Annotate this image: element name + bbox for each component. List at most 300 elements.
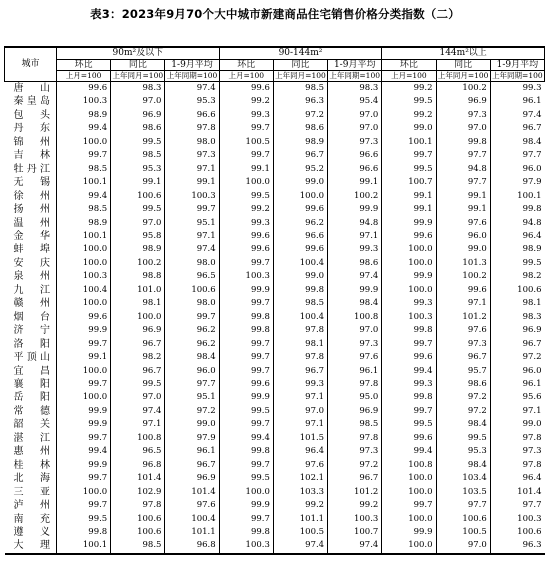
index-cell: 101.4 (111, 472, 165, 485)
index-cell: 99.4 (57, 445, 111, 458)
index-cell: 100.0 (111, 311, 165, 324)
index-cell: 99.5 (490, 257, 544, 270)
index-cell: 99.8 (273, 284, 327, 297)
index-cell: 100.5 (273, 526, 327, 539)
index-cell: 103.3 (273, 486, 327, 499)
index-cell: 100.2 (328, 190, 382, 203)
index-cell: 99.7 (219, 459, 273, 472)
index-cell: 97.0 (328, 324, 382, 337)
index-cell: 99.7 (219, 149, 273, 162)
index-cell: 99.1 (57, 351, 111, 364)
group-header-large: 144m²以上 (382, 47, 545, 60)
index-cell: 99.2 (219, 203, 273, 216)
base-header: 上年同期=100 (492, 71, 543, 80)
table-title: 表3：2023年9月70个大中城市新建商品住宅销售价格分类指数（二） (90, 7, 460, 21)
city-cell: 金 华 (13, 230, 50, 242)
index-cell: 99.2 (273, 499, 327, 512)
index-cell: 96.0 (436, 230, 490, 243)
index-cell: 99.7 (57, 338, 111, 351)
group-header-medium: 90-144m² (219, 47, 382, 60)
price-index-table (4, 46, 545, 555)
index-cell: 101.1 (273, 513, 327, 526)
index-cell: 102.1 (273, 472, 327, 485)
index-cell: 100.0 (382, 284, 436, 297)
index-cell: 95.8 (111, 230, 165, 243)
index-cell: 99.7 (219, 365, 273, 378)
index-cell: 100.3 (328, 513, 382, 526)
index-cell: 99.6 (273, 203, 327, 216)
table-row (5, 513, 545, 526)
index-cell: 98.4 (328, 297, 382, 310)
base-header: 上年同月=100 (275, 71, 326, 80)
index-cell: 98.6 (273, 122, 327, 135)
index-cell: 100.4 (273, 311, 327, 324)
index-cell: 102.9 (111, 486, 165, 499)
index-cell: 97.0 (111, 391, 165, 404)
index-cell: 100.5 (436, 526, 490, 539)
index-cell: 99.6 (273, 243, 327, 256)
index-cell: 99.7 (219, 297, 273, 310)
table-row (5, 163, 545, 176)
index-cell: 96.9 (111, 109, 165, 122)
index-cell: 97.1 (165, 163, 219, 176)
index-cell: 96.3 (273, 95, 327, 108)
index-cell: 103.5 (436, 486, 490, 499)
index-cell: 99.8 (219, 445, 273, 458)
index-cell: 101.4 (165, 486, 219, 499)
index-cell: 95.7 (436, 365, 490, 378)
index-cell: 96.7 (328, 472, 382, 485)
city-cell: 襄 阳 (13, 378, 50, 390)
index-cell: 98.0 (165, 257, 219, 270)
index-cell: 97.3 (490, 445, 544, 458)
index-cell: 99.5 (111, 136, 165, 149)
index-cell: 100.4 (165, 513, 219, 526)
index-cell: 97.4 (490, 109, 544, 122)
index-cell: 99.8 (219, 311, 273, 324)
index-cell: 99.7 (219, 418, 273, 431)
city-cell: 九 江 (13, 284, 50, 296)
index-cell: 97.8 (328, 378, 382, 391)
index-cell: 100.0 (57, 243, 111, 256)
index-cell: 100.3 (57, 270, 111, 283)
index-cell: 97.9 (490, 176, 544, 189)
index-cell: 98.4 (490, 136, 544, 149)
index-cell: 95.3 (165, 95, 219, 108)
table-row (5, 405, 545, 418)
index-cell: 96.1 (490, 95, 544, 108)
index-cell: 99.0 (382, 122, 436, 135)
index-cell: 100.0 (57, 391, 111, 404)
index-cell: 99.9 (57, 405, 111, 418)
index-cell: 98.0 (165, 136, 219, 149)
index-cell: 99.8 (382, 324, 436, 337)
index-cell: 100.0 (57, 257, 111, 270)
index-cell: 96.9 (490, 324, 544, 337)
table-row (5, 230, 545, 243)
table-row (5, 109, 545, 122)
city-cell: 牡丹江 (13, 163, 50, 175)
index-cell: 100.5 (219, 136, 273, 149)
index-cell: 96.6 (273, 230, 327, 243)
index-cell: 99.8 (436, 136, 490, 149)
base-header: 上年同月=100 (437, 71, 489, 80)
index-cell: 97.4 (111, 405, 165, 418)
index-cell: 100.6 (111, 190, 165, 203)
index-cell: 99.4 (57, 190, 111, 203)
index-cell: 99.7 (57, 472, 111, 485)
index-cell: 98.5 (111, 539, 165, 553)
index-cell: 99.2 (219, 95, 273, 108)
table-row (5, 486, 545, 499)
index-cell: 99.3 (328, 243, 382, 256)
index-cell: 99.7 (219, 122, 273, 135)
index-cell: 100.3 (57, 95, 111, 108)
table-row (5, 499, 545, 512)
index-cell: 99.6 (219, 378, 273, 391)
index-cell: 99.7 (382, 499, 436, 512)
table-row (5, 418, 545, 431)
index-cell: 97.1 (490, 405, 544, 418)
index-cell: 100.0 (382, 513, 436, 526)
table-row (5, 539, 545, 553)
index-cell: 99.7 (219, 257, 273, 270)
index-cell: 101.4 (490, 486, 544, 499)
index-cell: 97.8 (273, 351, 327, 364)
index-cell: 97.2 (328, 459, 382, 472)
city-cell: 丹 东 (13, 123, 50, 135)
index-cell: 97.8 (328, 432, 382, 445)
table-row (5, 472, 545, 485)
index-cell: 100.6 (490, 284, 544, 297)
index-cell: 97.2 (436, 405, 490, 418)
table-row (5, 270, 545, 283)
index-cell: 100.2 (436, 82, 490, 96)
metric-header: 1-9月平均 (490, 60, 544, 71)
index-cell: 98.3 (111, 82, 165, 96)
index-cell: 100.8 (382, 459, 436, 472)
index-cell: 99.1 (436, 190, 490, 203)
index-cell: 97.6 (436, 324, 490, 337)
index-cell: 96.1 (165, 445, 219, 458)
index-cell: 98.2 (490, 270, 544, 283)
index-cell: 98.6 (436, 378, 490, 391)
index-cell: 100.1 (57, 539, 111, 553)
index-cell: 98.3 (490, 311, 544, 324)
index-cell: 99.4 (382, 445, 436, 458)
index-cell: 98.6 (328, 257, 382, 270)
index-cell: 98.4 (165, 351, 219, 364)
index-cell: 96.8 (111, 459, 165, 472)
index-cell: 99.8 (382, 391, 436, 404)
index-cell: 96.7 (273, 365, 327, 378)
city-cell: 平顶山 (13, 352, 50, 364)
index-cell: 99.0 (436, 243, 490, 256)
index-cell: 97.8 (490, 459, 544, 472)
index-cell: 96.9 (436, 95, 490, 108)
index-cell: 99.6 (219, 243, 273, 256)
index-cell: 100.0 (382, 486, 436, 499)
index-cell: 97.3 (328, 136, 382, 149)
index-cell: 99.7 (382, 149, 436, 162)
city-cell: 徐 州 (13, 190, 50, 202)
index-cell: 98.5 (328, 418, 382, 431)
index-cell: 97.6 (165, 499, 219, 512)
city-cell: 惠 州 (13, 446, 50, 458)
index-cell: 100.1 (57, 230, 111, 243)
index-cell: 96.7 (490, 338, 544, 351)
index-cell: 94.8 (490, 217, 544, 230)
index-cell: 98.0 (165, 297, 219, 310)
index-cell: 99.0 (273, 176, 327, 189)
index-cell: 98.5 (273, 82, 327, 96)
city-cell: 常 德 (13, 405, 50, 417)
index-cell: 95.3 (436, 445, 490, 458)
index-cell: 97.3 (328, 445, 382, 458)
index-cell: 97.4 (165, 82, 219, 96)
table-row (5, 243, 545, 256)
index-cell: 100.1 (57, 176, 111, 189)
index-cell: 97.3 (436, 338, 490, 351)
index-cell: 97.6 (273, 459, 327, 472)
table-row (5, 82, 545, 96)
table-row (5, 203, 545, 216)
index-cell: 99.9 (57, 324, 111, 337)
index-cell: 99.5 (219, 405, 273, 418)
table-row (5, 176, 545, 189)
index-cell: 99.6 (57, 82, 111, 96)
index-cell: 99.2 (382, 109, 436, 122)
index-cell: 97.1 (273, 418, 327, 431)
index-cell: 97.6 (436, 217, 490, 230)
index-cell: 96.4 (490, 230, 544, 243)
index-cell: 99.8 (490, 203, 544, 216)
index-cell: 96.5 (165, 270, 219, 283)
index-cell: 99.9 (219, 391, 273, 404)
base-header: 上年同期=100 (166, 71, 218, 80)
index-cell: 96.4 (273, 445, 327, 458)
index-cell: 99.7 (57, 149, 111, 162)
index-cell: 99.9 (57, 459, 111, 472)
index-cell: 97.3 (165, 149, 219, 162)
index-cell: 100.7 (382, 176, 436, 189)
index-cell: 97.0 (328, 122, 382, 135)
index-cell: 100.3 (219, 270, 273, 283)
index-cell: 96.6 (328, 149, 382, 162)
city-cell: 锦 州 (13, 136, 50, 148)
index-cell: 96.7 (436, 351, 490, 364)
index-cell: 96.7 (165, 459, 219, 472)
index-cell: 100.0 (57, 297, 111, 310)
index-cell: 99.2 (328, 499, 382, 512)
index-cell: 97.1 (436, 297, 490, 310)
index-cell: 98.5 (57, 203, 111, 216)
table-row (5, 378, 545, 391)
index-cell: 100.8 (328, 311, 382, 324)
table-row (5, 351, 545, 364)
index-cell: 99.5 (382, 418, 436, 431)
index-cell: 99.5 (111, 203, 165, 216)
table-row (5, 391, 545, 404)
index-cell: 97.8 (165, 122, 219, 135)
index-cell: 101.2 (328, 486, 382, 499)
index-cell: 98.9 (111, 243, 165, 256)
index-cell: 98.8 (111, 270, 165, 283)
index-cell: 100.8 (111, 432, 165, 445)
index-cell: 96.0 (490, 365, 544, 378)
index-cell: 96.9 (328, 405, 382, 418)
metric-header: 环比 (57, 60, 111, 71)
index-cell: 97.7 (436, 499, 490, 512)
index-cell: 99.1 (111, 176, 165, 189)
index-cell: 100.0 (273, 190, 327, 203)
table-row (5, 257, 545, 270)
index-cell: 99.7 (219, 338, 273, 351)
index-cell: 100.3 (165, 190, 219, 203)
index-cell: 100.0 (382, 472, 436, 485)
index-cell: 101.1 (165, 526, 219, 539)
index-cell: 98.5 (273, 297, 327, 310)
index-cell: 97.0 (436, 122, 490, 135)
index-cell: 95.6 (490, 391, 544, 404)
base-header: 上月=100 (57, 71, 111, 82)
city-cell: 蚌 埠 (13, 244, 50, 256)
index-cell: 97.7 (490, 149, 544, 162)
base-header: 上月=100 (219, 71, 273, 82)
index-cell: 96.0 (490, 163, 544, 176)
city-cell: 泉 州 (13, 271, 50, 283)
index-cell: 99.0 (273, 270, 327, 283)
index-cell: 99.8 (219, 324, 273, 337)
index-cell: 99.1 (328, 176, 382, 189)
table-row (5, 136, 545, 149)
index-cell: 95.2 (273, 163, 327, 176)
index-cell: 97.4 (273, 539, 327, 553)
table-row (5, 95, 545, 108)
city-cell: 扬 州 (13, 204, 50, 216)
base-header: 上年同月=100 (112, 71, 164, 80)
index-cell: 97.7 (436, 149, 490, 162)
city-cell: 北 海 (13, 473, 50, 485)
table-row (5, 338, 545, 351)
index-cell: 99.6 (436, 284, 490, 297)
metric-header: 1-9月平均 (328, 60, 382, 71)
index-cell: 99.1 (165, 176, 219, 189)
index-cell: 99.3 (490, 82, 544, 96)
index-cell: 97.2 (436, 391, 490, 404)
index-cell: 99.5 (219, 190, 273, 203)
index-cell: 94.8 (328, 217, 382, 230)
index-cell: 96.9 (165, 472, 219, 485)
index-cell: 99.1 (436, 203, 490, 216)
index-cell: 100.0 (382, 243, 436, 256)
index-cell: 99.5 (57, 513, 111, 526)
city-cell: 济 宁 (13, 325, 50, 337)
index-cell: 99.9 (328, 284, 382, 297)
index-cell: 97.8 (111, 499, 165, 512)
index-cell: 99.5 (382, 163, 436, 176)
index-cell: 100.7 (328, 526, 382, 539)
index-cell: 96.6 (328, 163, 382, 176)
index-cell: 100.0 (57, 486, 111, 499)
index-cell: 96.7 (273, 149, 327, 162)
index-cell: 97.1 (273, 391, 327, 404)
index-cell: 100.0 (219, 486, 273, 499)
index-cell: 100.6 (111, 526, 165, 539)
city-cell: 唐 山 (13, 83, 50, 94)
index-cell: 96.7 (490, 122, 544, 135)
table-row (5, 526, 545, 539)
index-cell: 98.5 (57, 163, 111, 176)
table-row (5, 459, 545, 472)
city-cell: 烟 台 (13, 311, 50, 323)
index-cell: 95.3 (111, 163, 165, 176)
metric-header: 1-9月平均 (165, 60, 219, 71)
index-cell: 101.0 (111, 284, 165, 297)
base-header: 上年同期=100 (329, 71, 380, 80)
index-cell: 99.9 (382, 217, 436, 230)
index-cell: 96.2 (165, 324, 219, 337)
index-cell: 98.1 (490, 297, 544, 310)
table-row (5, 432, 545, 445)
index-cell: 100.4 (57, 284, 111, 297)
index-cell: 96.0 (165, 365, 219, 378)
index-cell: 96.5 (111, 445, 165, 458)
index-cell: 100.3 (382, 311, 436, 324)
index-cell: 100.0 (382, 257, 436, 270)
city-cell: 赣 州 (13, 298, 50, 310)
index-cell: 99.7 (57, 499, 111, 512)
index-cell: 96.4 (490, 472, 544, 485)
index-cell: 98.2 (111, 351, 165, 364)
index-cell: 96.7 (111, 338, 165, 351)
index-cell: 99.6 (382, 230, 436, 243)
index-cell: 99.5 (382, 95, 436, 108)
city-cell: 韶 关 (13, 419, 50, 431)
index-cell: 99.9 (219, 284, 273, 297)
index-cell: 99.6 (57, 311, 111, 324)
index-cell: 97.1 (328, 230, 382, 243)
index-cell: 99.3 (219, 109, 273, 122)
city-cell: 无 锡 (13, 177, 50, 189)
index-cell: 99.4 (219, 432, 273, 445)
city-cell: 南 充 (13, 513, 50, 525)
index-cell: 99.6 (382, 351, 436, 364)
city-cell: 泸 州 (13, 500, 50, 512)
index-cell: 99.7 (219, 513, 273, 526)
index-cell: 95.0 (328, 391, 382, 404)
table-row (5, 217, 545, 230)
index-cell: 99.9 (382, 270, 436, 283)
index-cell: 98.9 (57, 109, 111, 122)
index-cell: 98.3 (328, 82, 382, 96)
index-cell: 99.1 (382, 203, 436, 216)
index-cell: 95.1 (165, 217, 219, 230)
index-cell: 98.4 (436, 459, 490, 472)
metric-header: 同比 (436, 60, 490, 71)
index-cell: 96.2 (165, 338, 219, 351)
index-cell: 97.7 (436, 176, 490, 189)
index-cell: 99.4 (57, 122, 111, 135)
index-cell: 99.9 (382, 526, 436, 539)
index-cell: 99.4 (382, 365, 436, 378)
city-cell: 吉 林 (13, 150, 50, 162)
index-cell: 99.7 (382, 405, 436, 418)
index-cell: 101.3 (436, 257, 490, 270)
index-cell: 97.4 (328, 539, 382, 553)
index-cell: 99.7 (165, 311, 219, 324)
index-cell: 99.9 (328, 203, 382, 216)
